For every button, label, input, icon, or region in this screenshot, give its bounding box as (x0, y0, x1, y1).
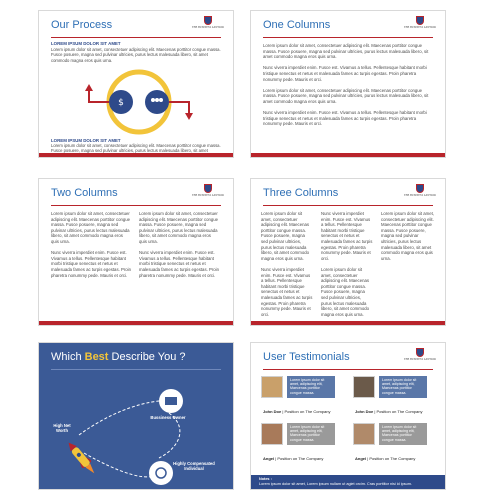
quote-box: Lorem ipsum dolor sit amet, adipiscing elit, Maecenas porttitor congue massa. (287, 423, 335, 445)
slide-our-process[interactable] (38, 10, 234, 158)
footer-bar (39, 153, 233, 157)
crest-icon (416, 16, 424, 25)
column-1: Lorem ipsum dolor sit amet, consectetuer adipiscing elit. Maecenas porttitor congue massa. Fusce posuere, magna sed pulvinar ultricies, purus lectus malesuada libero, sit amet commodo magna eros quis urna. Nunc viverra imperdiet enim. Fusce est. Vivamus a tellus. Pellentesque habitant morbi tristique senectus et netus et malesuada fames ac turpis egestas. Proin pharetra nonummy pede. Mauris et orci. (261, 211, 313, 317)
footer-bar (251, 153, 445, 157)
company-logo: THE BUSINESS ADVISOR (403, 16, 437, 29)
title-divider (263, 369, 433, 370)
column-text: Lorem ipsum dolor sit amet, consectetuer adipiscing elit. Maecenas porttitor congue massa. Fusce posuere, magna sed pulvinar ultricies, purus lectus malesuada libero, sit amet commodo magna eros quis urna. Nunc viverra imperdiet enim. Fusce est. Vivamus a tellus. Pellentesque habitant morbi tristique senectus et netus et malesuada fames ac turpis egestas. Proin pharetra nonummy pede. Mauris et orci. Lorem ipsum dolor sit amet, consectetuer adipiscing elit. Maecenas porttitor congue massa. Fusce posuere, magna sed pulvinar ultricies, purus lectus malesuada libero, sit amet commodo magna eros quis urna. Nunc viverra imperdiet enim. Fusce est. Vivamus a tellus. Pellentesque habitant morbi tristique senectus et netus et malesuada fames ac turpis egestas. Proin pharetra nonummy pede. Mauris et orci. (263, 43, 429, 127)
label-high-net-worth: High Net Worth (53, 423, 71, 433)
section-heading: LOREM IPSUM DOLOR SIT AMET (51, 41, 121, 46)
label-business-owner: Bussiness Owner (150, 415, 186, 420)
slide-title: One Columns (263, 19, 331, 31)
avatar (353, 376, 375, 398)
label-highly-compensated: Highly Compensated Individual (173, 461, 215, 471)
avatar (261, 376, 283, 398)
slide-three-columns[interactable] (250, 178, 446, 326)
slide-title: User Testimonials (263, 351, 350, 363)
title-divider (51, 37, 221, 38)
person-name: John Doe | Position on The Company (355, 409, 423, 414)
avatar (353, 423, 375, 445)
company-logo: THE BUSINESS ADVISOR (403, 348, 437, 361)
crest-icon (416, 348, 424, 357)
body-text: Lorem ipsum dolor sit amet, consectetuer adipiscing elit. Maecenas porttitor congue massa. Fusce posuere, magna sed pulvinar ultricies, purus lectus malesuada libero, sit amet commodo magna eros quis urna. (51, 47, 221, 63)
quote-box: Lorem ipsum dolor sit amet, adipiscing elit, Maecenas porttitor congue massa. (287, 376, 335, 398)
footer-bar (251, 321, 445, 325)
person-name: John Doe | Position on The Company (263, 409, 331, 414)
column-left: Lorem ipsum dolor sit amet, consectetuer adipiscing elit. Maecenas porttitor congue massa. Fusce posuere, magna sed pulvinar ultricies, purus lectus malesuada libero, sit amet commodo magna eros quis urna. Nunc viverra imperdiet enim. Fusce est. Vivamus a tellus. Pellentesque habitant morbi tristique senectus et netus et malesuada fames ac turpis egestas. Proin pharetra nonummy pede. Mauris et orci. (51, 211, 132, 278)
column-right: Lorem ipsum dolor sit amet, consectetuer adipiscing elit. Maecenas porttitor congue massa. Fusce posuere, magna sed pulvinar ultricies, purus lectus malesuada libero, sit amet commodo magna eros quis urna. Nunc viverra imperdiet enim. Fusce est. Vivamus a tellus. Pellentesque habitant morbi tristique senectus et netus et malesuada fames ac turpis egestas. Proin pharetra nonummy pede. Mauris et orci. (139, 211, 220, 278)
slide-user-testimonials[interactable] (250, 342, 446, 490)
notes-bar: Notes : Lorem ipsum dolor sit amet, Lorem ipsum nullam ut agiet orcim. Cras porttitor nisi id ipsum. (251, 475, 445, 489)
slide-two-columns[interactable] (38, 178, 234, 326)
section-heading: LOREM IPSUM DOLOR SIT AMET (51, 138, 121, 143)
avatar (261, 423, 283, 445)
slide-which-best[interactable] (38, 342, 234, 490)
quote-box: Lorem ipsum dolor sit amet, adipiscing elit, Maecenas porttitor congue massa. (379, 423, 427, 445)
process-diagram (69, 67, 209, 137)
person-name: Angel | Position on The Company (263, 456, 324, 461)
company-logo: THE BUSINESS ADVISOR (403, 184, 437, 197)
title-divider (263, 37, 433, 38)
crest-icon (204, 184, 212, 193)
company-logo: THE BUSINESS ADVISOR (191, 16, 225, 29)
person-name: Angel | Position on The Company (355, 456, 416, 461)
crest-icon (416, 184, 424, 193)
company-logo: THE BUSINESS ADVISOR (191, 184, 225, 197)
slide-title: Our Process (51, 19, 113, 31)
body-text: Lorem ipsum dolor sit amet, consectetuer adipiscing elit. Maecenas porttitor congue massa. Fusce posuere, magna sed pulvinar ultricies, purus lectus malesuada libero, sit amet (51, 143, 221, 154)
svg-text:$: $ (118, 98, 124, 108)
slide-title: Which Best Describe You ? (51, 351, 186, 363)
footer-bar (39, 321, 233, 325)
slide-one-columns[interactable] (250, 10, 446, 158)
quote-box: Lorem ipsum dolor sit amet, adipiscing elit, Maecenas porttitor congue massa. (379, 376, 427, 398)
column-2: Nunc viverra imperdiet enim. Fusce est. Vivamus a tellus. Pellentesque habitant morbi tristique senectus et netus et malesuada fames ac turpis egestas. Proin pharetra nonummy pede. Mauris et orci. Lorem ipsum dolor sit amet, consectetuer adipiscing elit. Maecenas porttitor congue massa. Fusce posuere, magna sed pulvinar ultricies, purus lectus malesuada libero, sit amet commodo magna eros quis urna. (321, 211, 373, 317)
title-divider (263, 205, 433, 206)
crest-icon (204, 16, 212, 25)
slide-title: Two Columns (51, 187, 118, 199)
title-divider (51, 205, 221, 206)
slide-title: Three Columns (263, 187, 339, 199)
column-3: Lorem ipsum dolor sit amet, consectetuer adipiscing elit. Maecenas porttitor congue massa. Fusce posuere, magna sed pulvinar ultricies, purus lectus malesuada libero, sit amet commodo magna eros quis urna. (381, 211, 435, 261)
title-divider (51, 369, 221, 370)
